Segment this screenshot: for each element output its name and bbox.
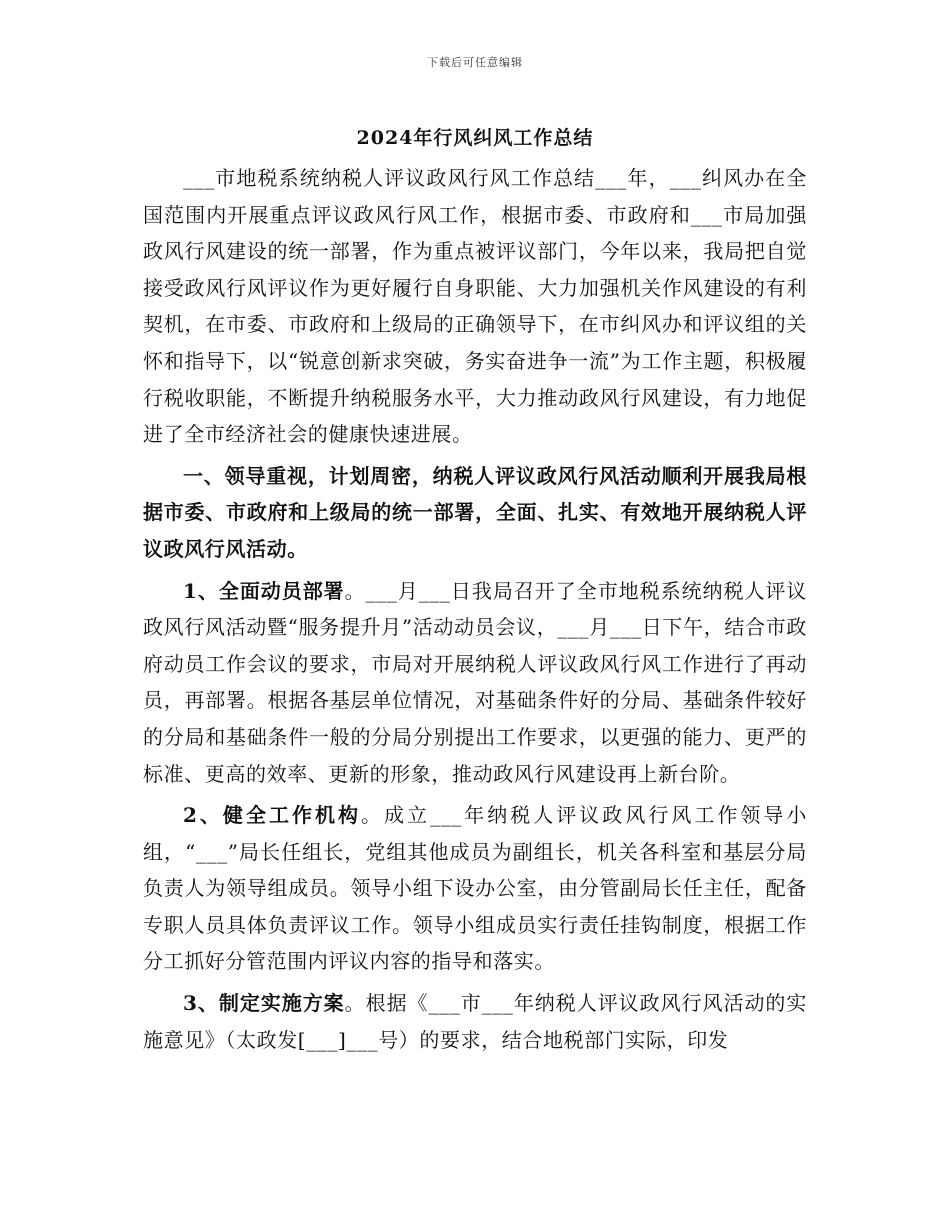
- paragraph-intro-text: ___市地税系统纳税人评议政风行风工作总结___年，___纠风办在全国范围内开展重点评议政风行风工作，根据市委、市政府和___市局加强政风行风建设的统一部署，作为重点被评议部门，今年以来，我局把自觉接受政风行风评议作为更好履行自身职能、大力加强机关作风建设的有利契机，在市委、市政府和上级局的正确领导下，在市纠风办和评议组的关怀和指导下，以“锐意创新求突破，务实奋进争一流”为工作主题，积极履行税收职能，不断提升纳税服务水平，大力推动政风行风建设，有力地促进了全市经济社会的健康快速进展。: [143, 166, 807, 447]
- page-header-note: 下载后可任意编辑: [427, 56, 523, 69]
- paragraph-plan-text: 。根据《___市___年纳税人评议政风行风活动的实施意见》（太政发[___]___号）的要求，结合地税部门实际，印发: [143, 991, 807, 1052]
- paragraph-plan: [143, 985, 807, 1058]
- paragraph-organization: [143, 797, 807, 980]
- section-heading-1: [143, 458, 807, 568]
- document-title: 2024年行风纠风工作总结: [356, 127, 594, 149]
- paragraph-plan-lead: 3、制定实施方案: [183, 991, 345, 1016]
- paragraph-mobilization: [143, 573, 807, 793]
- paragraph-organization-text: 。成立___年纳税人评议政风行风工作领导小组，“___”局长任组长，党组其他成员为副组长，机关各科室和基层分局负责人为领导组成员。领导小组下设办公室，由分管副局长任主任，配备专职人员具体负责评议工作。领导小组成员实行责任挂钩制度，根据工作分工抓好分管范围内评议内容的指导和落实。: [143, 803, 807, 974]
- paragraph-organization-lead: 2、健全工作机构: [183, 803, 361, 828]
- paragraph-mobilization-text: 。___月___日我局召开了全市地税系统纳税人评议政风行风活动暨“服务提升月”活动动员会议，___月___日下午，结合市政府动员工作会议的要求，市局对开展纳税人评议政风行风工作进行了再动员，再部署。根据各基层单位情况，对基础条件好的分局、基础条件较好的分局和基础条件一般的分局分别提出工作要求，以更强的能力、更严的标准、更高的效率、更新的形象，推动政风行风建设再上新台阶。: [143, 578, 807, 786]
- paragraph-intro: [143, 160, 807, 453]
- paragraph-mobilization-lead: 1、全面动员部署: [183, 578, 345, 603]
- section-heading-1-text: 一、领导重视，计划周密，纳税人评议政风行风活动顺利开展我局根据市委、市政府和上级局的统一部署，全面、扎实、有效地开展纳税人评议政风行风活动。: [143, 463, 807, 561]
- document-body: [143, 120, 807, 1058]
